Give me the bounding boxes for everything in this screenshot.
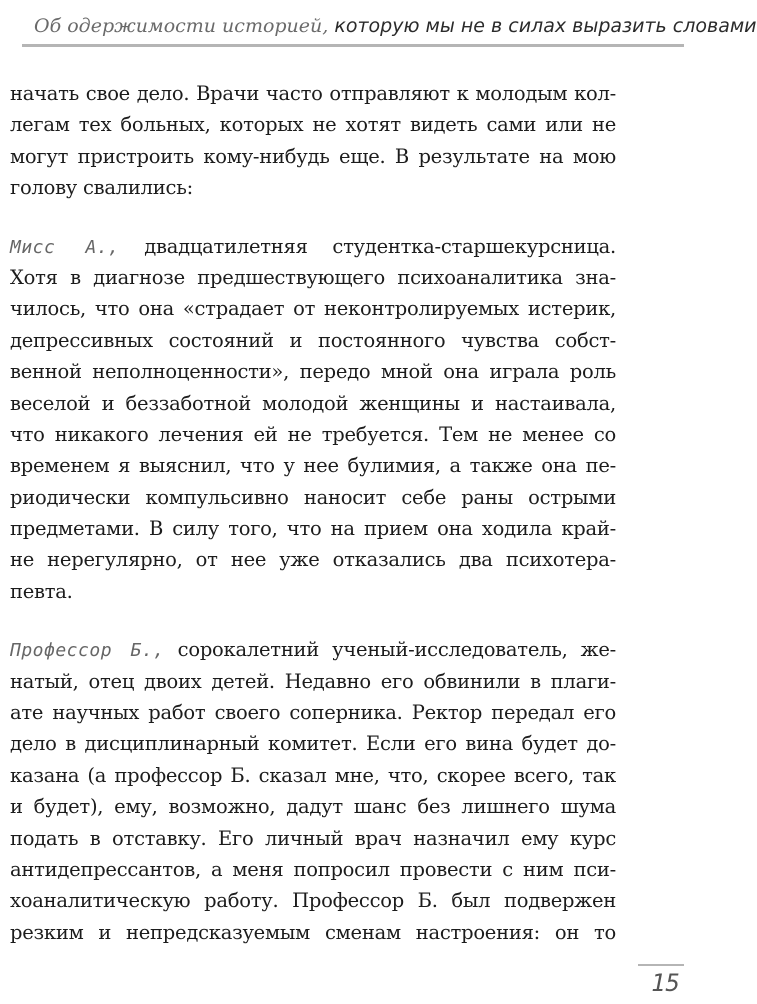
text-line: предметами. В силу того, что на прием она ходила край- (10, 517, 616, 541)
case-name-professor-b: Профессор Б., (10, 640, 165, 662)
text-line: певта. (10, 579, 73, 603)
text-line: натый, отец двоих детей. Недавно его обвинили в плаги- (10, 669, 616, 693)
text-line: и будет), ему, возможно, дадут шанс без лишнего шума (10, 795, 616, 819)
text-line: антидепрессантов, а меня попросил провести с ним пси- (10, 857, 616, 881)
page-number: 15 (651, 969, 680, 997)
text-line: веселой и беззаботной молодой женщины и настаивала, (10, 391, 616, 415)
text-line (10, 634, 616, 665)
footer-divider (638, 964, 684, 966)
paragraph-miss-a (10, 231, 616, 608)
text-line: начать свое дело. Врачи часто отправляют к молодым кол- (10, 82, 616, 105)
text-line: голову свалились: (10, 176, 193, 200)
header-title-italic: Об одержимости историей, (34, 15, 329, 37)
text-line: чилось, что она «страдает от неконтролируемых истерик, (10, 297, 616, 321)
running-header-title (34, 14, 757, 38)
text-line: депрессивных состояний и постоянного чувства собст- (10, 328, 616, 352)
text-line: хоаналитическую работу. Профессор Б. был подвержен (10, 889, 616, 913)
text-line: ате научных работ своего соперника. Ректор передал его (10, 701, 616, 725)
text-line: не нерегулярно, от нее уже отказались два психотера- (10, 548, 616, 572)
text-line: казана (а профессор Б. сказал мне, что, скорее всего, так (10, 763, 616, 787)
text-line: легам тех больных, которых не хотят видеть сами или не (10, 113, 616, 137)
text-line: могут пристроить кому-нибудь еще. В результате на мою (10, 144, 616, 168)
text-line: риодически компульсивно наносит себе раны острыми (10, 485, 616, 509)
text-line (10, 231, 616, 262)
text-line: венной неполноценности», передо мной она играла роль (10, 360, 616, 384)
text-line: дело в дисциплинарный комитет. Если его вина будет до- (10, 732, 616, 756)
running-header (0, 0, 757, 48)
paragraph-professor-b (10, 634, 616, 948)
paragraph-intro (10, 78, 616, 204)
page-body (10, 78, 616, 975)
text-line-rest: сорокалетний ученый-исследователь, же- (164, 638, 616, 662)
header-title-bold: которую мы не в силах выразить словами (328, 15, 757, 37)
text-line: подать в отставку. Его личный врач назначил ему курс (10, 826, 616, 850)
text-line: временем я выяснил, что у нее булимия, а также она пе- (10, 454, 616, 478)
text-line: Хотя в диагнозе предшествующего психоаналитика зна- (10, 265, 616, 289)
text-line-rest: двадцатилетняя студентка-старшекурсница. (119, 234, 616, 258)
case-name-miss-a: Мисс А., (10, 236, 120, 258)
text-line: резким и непредсказуемым сменам настроения: он то (10, 920, 616, 944)
header-divider (22, 44, 684, 47)
text-line: что никакого лечения ей не требуется. Тем не менее со (10, 422, 616, 446)
